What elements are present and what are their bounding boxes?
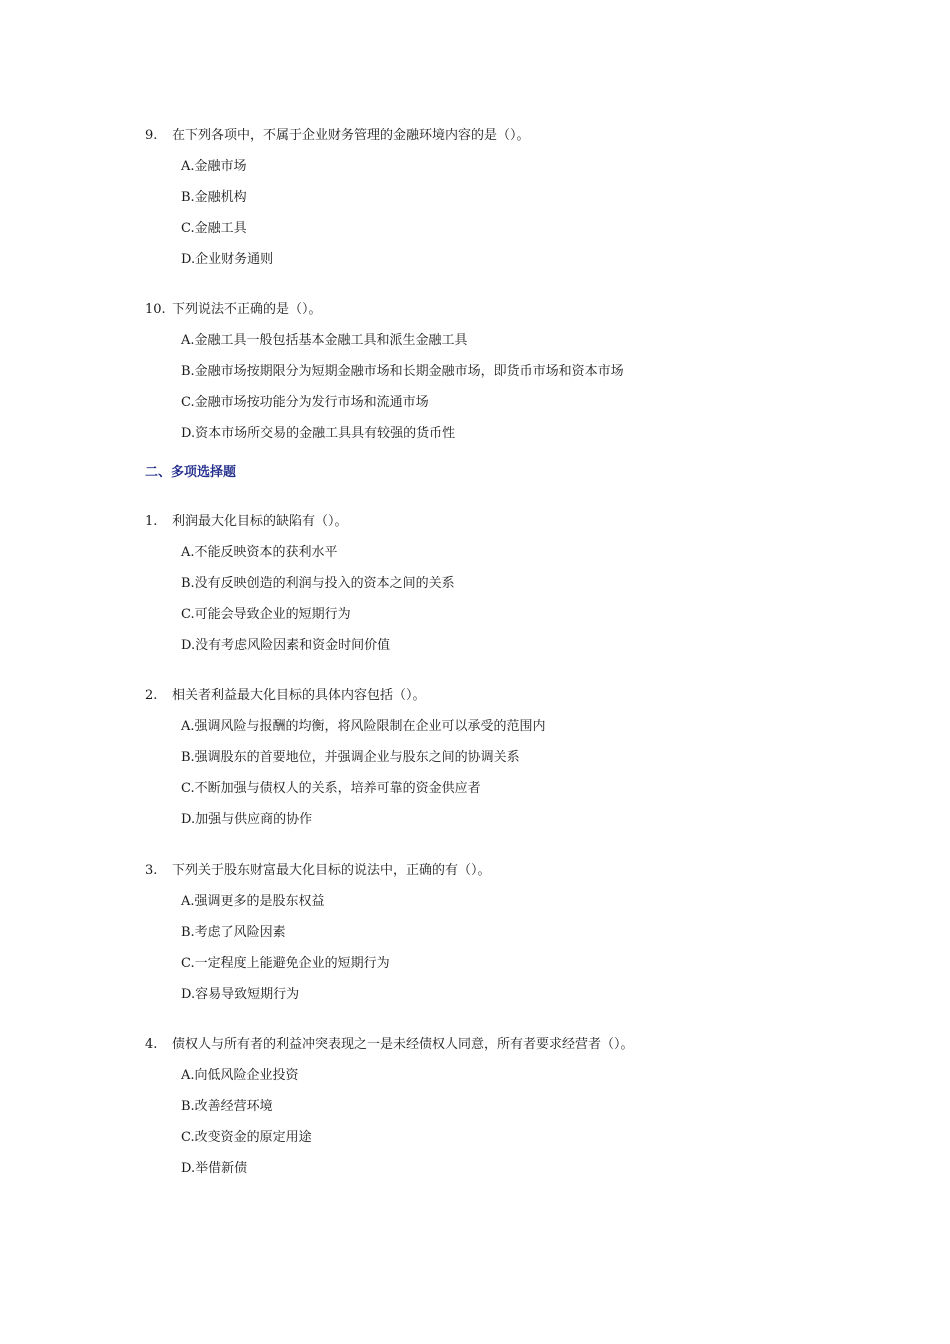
option-a: A.金融市场 <box>181 159 247 174</box>
question-number: 10. <box>145 302 166 317</box>
question-text: 相关者利益最大化目标的具体内容包括（）。 <box>172 688 426 703</box>
option-d: D.加强与供应商的协作 <box>181 812 313 827</box>
option-d: D.资本市场所交易的金融工具具有较强的货币性 <box>181 426 456 441</box>
question-number: 4. <box>145 1037 158 1052</box>
option-b: B.没有反映创造的利润与投入的资本之间的关系 <box>181 576 455 591</box>
question-stem <box>0 861 950 881</box>
question-9 <box>0 126 950 270</box>
question-multi-1 <box>0 512 950 656</box>
question-multi-2 <box>0 686 950 830</box>
question-stem <box>0 1035 950 1055</box>
option-a: A.金融工具一般包括基本金融工具和派生金融工具 <box>181 333 468 348</box>
question-stem <box>0 300 950 320</box>
question-number: 2. <box>145 688 158 703</box>
option-d: D.举借新债 <box>181 1161 248 1176</box>
option-d: D.企业财务通则 <box>181 252 274 267</box>
question-multi-3 <box>0 861 950 1005</box>
option-b: B.金融机构 <box>181 190 247 205</box>
option-a: A.强调更多的是股东权益 <box>181 894 325 909</box>
question-text: 下列说法不正确的是（）。 <box>172 302 322 317</box>
option-a: A.向低风险企业投资 <box>181 1068 299 1083</box>
question-10 <box>0 300 950 444</box>
question-stem <box>0 126 950 146</box>
option-c: C.一定程度上能避免企业的短期行为 <box>181 956 390 971</box>
section-heading: 二、多项选择题 <box>145 465 237 480</box>
question-multi-4 <box>0 1035 950 1179</box>
option-c: C.金融工具 <box>181 221 247 236</box>
option-b: B.考虑了风险因素 <box>181 925 286 940</box>
question-text: 利润最大化目标的缺陷有（）。 <box>172 514 348 529</box>
question-text: 债权人与所有者的利益冲突表现之一是未经债权人同意，所有者要求经营者（）。 <box>172 1037 634 1052</box>
option-b: B.改善经营环境 <box>181 1099 273 1114</box>
question-stem <box>0 686 950 706</box>
question-number: 1. <box>145 514 158 529</box>
option-c: C.金融市场按功能分为发行市场和流通市场 <box>181 395 429 410</box>
question-text: 在下列各项中，不属于企业财务管理的金融环境内容的是（）。 <box>172 128 530 143</box>
option-c: C.可能会导致企业的短期行为 <box>181 607 351 622</box>
option-b: B.金融市场按期限分为短期金融市场和长期金融市场，即货币市场和资本市场 <box>181 364 624 379</box>
question-number: 3. <box>145 863 158 878</box>
question-number: 9. <box>145 128 158 143</box>
option-b: B.强调股东的首要地位，并强调企业与股东之间的协调关系 <box>181 750 520 765</box>
question-stem <box>0 512 950 532</box>
option-d: D.容易导致短期行为 <box>181 987 300 1002</box>
option-a: A.强调风险与报酬的均衡，将风险限制在企业可以承受的范围内 <box>181 719 546 734</box>
option-c: C.改变资金的原定用途 <box>181 1130 312 1145</box>
option-c: C.不断加强与债权人的关系，培养可靠的资金供应者 <box>181 781 481 796</box>
option-d: D.没有考虑风险因素和资金时间价值 <box>181 638 391 653</box>
option-a: A.不能反映资本的获利水平 <box>181 545 338 560</box>
question-text: 下列关于股东财富最大化目标的说法中，正确的有（）。 <box>172 863 491 878</box>
